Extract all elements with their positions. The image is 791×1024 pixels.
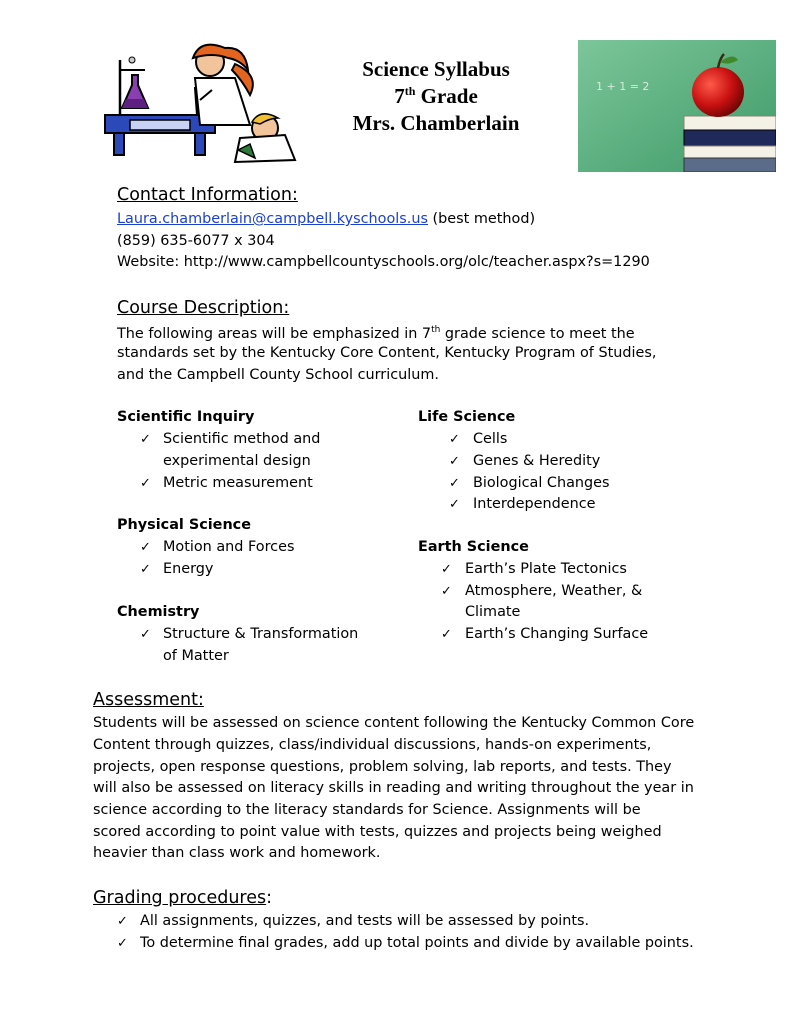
contact-website: Website: http://www.campbellcountyschools.org/olc/teacher.aspx?s=1290 (117, 254, 650, 270)
earth-science-title: Earth Science (418, 539, 529, 555)
contact-email-line (117, 209, 535, 231)
check-icon: ✓ (441, 584, 452, 599)
assessment-heading: Assessment: (93, 690, 204, 710)
check-icon: ✓ (441, 562, 452, 577)
check-icon: ✓ (117, 914, 128, 929)
check-icon: ✓ (441, 627, 452, 642)
chemistry-title: Chemistry (117, 604, 200, 620)
topic-item: Biological Changes (473, 475, 610, 491)
title-line-2 (300, 83, 572, 110)
topic-item: Scientific method and (163, 431, 321, 447)
grading-item: To determine final grades, add up total points and divide by available points. (140, 935, 694, 951)
apple-on-books-photo (578, 40, 776, 172)
topic-item: Genes & Heredity (473, 453, 601, 469)
topic-item: Earth’s Plate Tectonics (465, 561, 627, 577)
assessment-line: scored according to point value with tests, quizzes and projects being weighed (93, 824, 662, 840)
teacher-email-link[interactable]: Laura.chamberlain@campbell.kyschools.us (117, 211, 428, 227)
scientific-inquiry-title: Scientific Inquiry (117, 409, 255, 425)
check-icon: ✓ (117, 936, 128, 951)
course-line-1: The following areas will be emphasized in 7th grade science to meet the (117, 325, 635, 342)
grade-word: Grade (420, 84, 478, 108)
topic-item: experimental design (163, 453, 311, 469)
chalk-text: 1 + 1 = 2 (596, 80, 650, 93)
check-icon: ✓ (449, 432, 460, 447)
topic-item: Interdependence (473, 496, 596, 512)
topic-item: Atmosphere, Weather, & (465, 583, 643, 599)
assessment-line: heavier than class work and homework. (93, 845, 381, 861)
title-line-1: Science Syllabus (362, 57, 510, 81)
email-note: (best method) (427, 211, 536, 227)
life-science-title: Life Science (418, 409, 516, 425)
assessment-line: science according to the literacy standards for Science. Assignments will be (93, 802, 641, 818)
grading-item: All assignments, quizzes, and tests will be assessed by points. (140, 913, 590, 929)
topic-item: Energy (163, 561, 214, 577)
topic-item: Climate (465, 604, 521, 620)
assessment-line: Students will be assessed on science content following the Kentucky Common Core (93, 715, 695, 731)
syllabus-title (300, 56, 572, 137)
check-icon: ✓ (140, 562, 151, 577)
assessment-line: projects, open response questions, problem solving, lab reports, and tests. They (93, 759, 672, 775)
check-icon: ✓ (140, 540, 151, 555)
topic-item: Earth’s Changing Surface (465, 626, 649, 642)
grading-heading-row (93, 888, 272, 908)
contact-phone: (859) 635-6077 x 304 (117, 233, 275, 249)
title-line-3: Mrs. Chamberlain (352, 111, 520, 135)
topic-item: of Matter (163, 648, 229, 664)
contact-heading: Contact Information: (117, 185, 298, 205)
topic-item: Cells (473, 431, 508, 447)
topic-item: Metric measurement (163, 475, 313, 491)
course-line-2: standards set by the Kentucky Core Content, Kentucky Program of Studies, (117, 345, 657, 361)
check-icon: ✓ (449, 476, 460, 491)
course-heading: Course Description: (117, 298, 290, 318)
course-line-3: and the Campbell County School curriculum. (117, 367, 439, 383)
grading-heading: Grading procedures (93, 888, 267, 908)
check-icon: ✓ (449, 497, 460, 512)
check-icon: ✓ (140, 432, 151, 447)
check-icon: ✓ (140, 627, 151, 642)
scientist-lab-clipart (100, 40, 300, 165)
assessment-line: Content through quizzes, class/individual discussions, hands-on experiments, (93, 737, 652, 753)
check-icon: ✓ (449, 454, 460, 469)
physical-science-title: Physical Science (117, 517, 251, 533)
topic-item: Structure & Transformation (163, 626, 359, 642)
grade-number: 7 (394, 84, 405, 108)
check-icon: ✓ (140, 476, 151, 491)
topic-item: Motion and Forces (163, 539, 295, 555)
grading-heading-colon: : (266, 888, 273, 908)
assessment-line: will also be assessed on literacy skills in reading and writing throughout the year in (93, 780, 694, 796)
grade-suffix: th (404, 84, 416, 98)
